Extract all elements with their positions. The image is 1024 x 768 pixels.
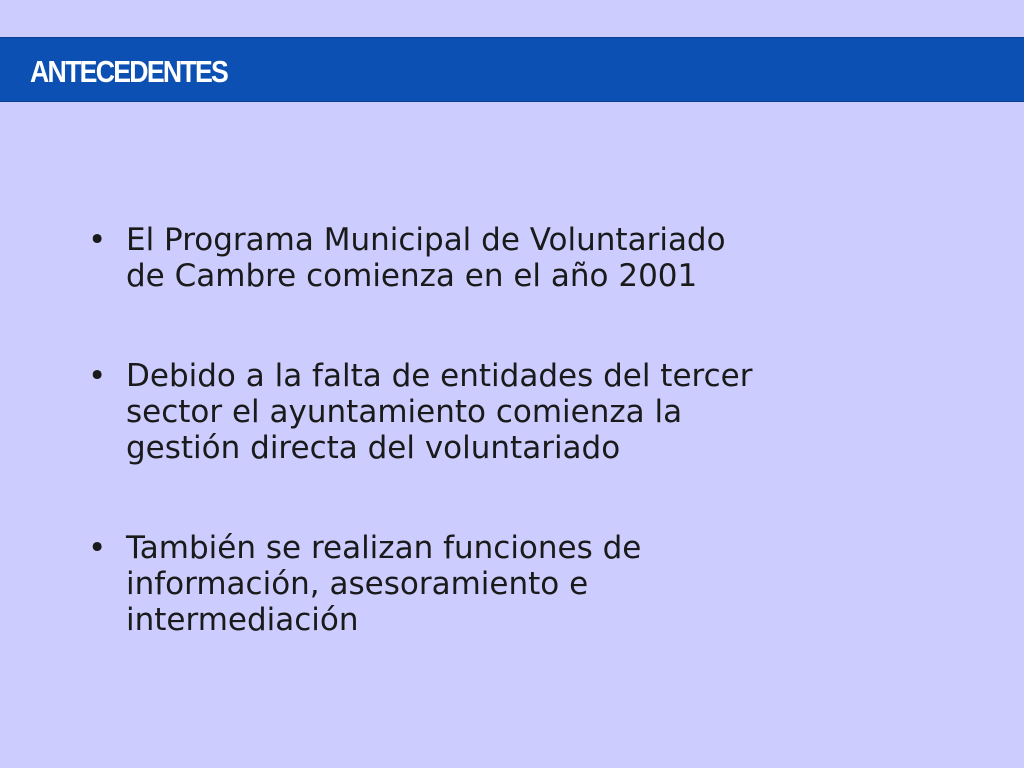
title-bar	[0, 37, 1024, 102]
bullet-text: También se realizan funciones de información, asesoramiento e intermediación	[126, 530, 642, 638]
bullet-icon: •	[88, 222, 107, 258]
bullet-item-2	[88, 358, 968, 466]
bullet-text: Debido a la falta de entidades del tercer sector el ayuntamiento comienza la gestión directa del voluntariado	[126, 358, 753, 466]
bullet-list	[88, 222, 968, 638]
bullet-item-3	[88, 530, 968, 638]
bullet-text: El Programa Municipal de Voluntariado de Cambre comienza en el año 2001	[126, 222, 726, 294]
bullet-icon: •	[88, 530, 107, 566]
bullet-icon: •	[88, 358, 107, 394]
bullet-item-1	[88, 222, 968, 294]
slide-title: ANTECEDENTES	[30, 54, 228, 89]
